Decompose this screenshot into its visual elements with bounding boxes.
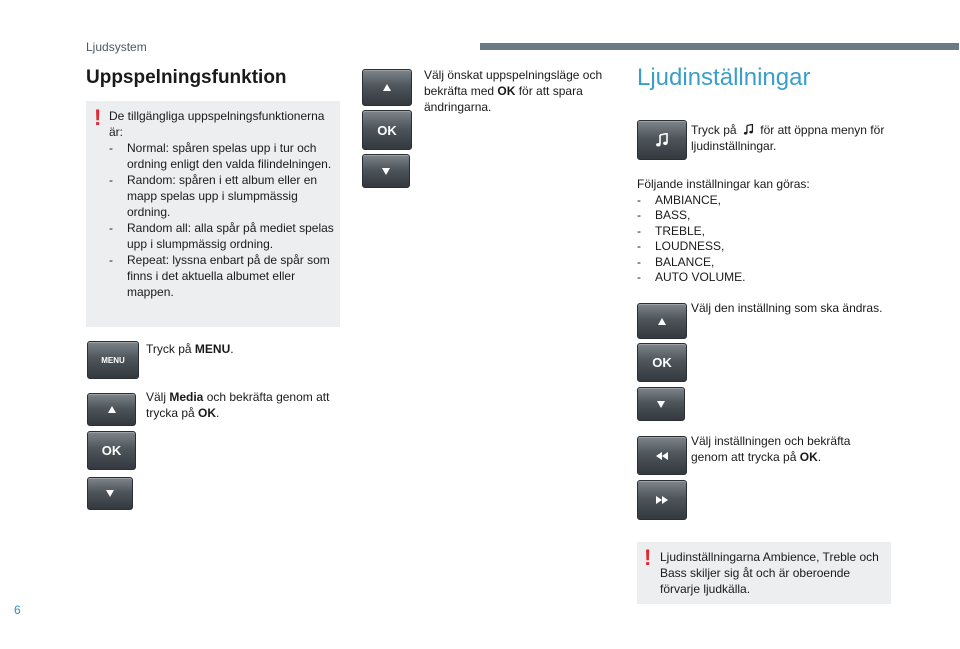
settings-intro: Följande inställningar kan göras: <box>637 177 810 191</box>
rewind-icon <box>656 452 668 460</box>
header-bar <box>480 43 959 50</box>
music-note-icon <box>655 133 669 147</box>
settings-list <box>637 177 891 286</box>
playback-modes-intro: De tillgängliga uppspelningsfunktionerna är: <box>109 109 325 139</box>
list-item: - AMBIANCE, <box>637 192 722 207</box>
down-button[interactable] <box>87 477 133 510</box>
list-item: - Normal: spåren spelas upp i tur och ordning enligt den valda filindelningen. <box>109 141 332 171</box>
ok-button[interactable]: OK <box>637 343 687 382</box>
down-button[interactable] <box>637 387 685 421</box>
page-number: 6 <box>14 603 21 617</box>
triangle-down-icon <box>382 168 390 175</box>
triangle-up-icon <box>658 318 666 325</box>
list-item: - AUTO VOLUME. <box>637 270 746 284</box>
list-item: - BASS, <box>637 208 691 222</box>
list-item: - Random all: alla spår på mediet spelas upp i slumpmässig ordning. <box>109 221 334 251</box>
up-button[interactable] <box>362 69 412 106</box>
audio-settings-title: Ljudinställningar <box>637 64 811 91</box>
menu-button[interactable]: MENU <box>87 341 139 379</box>
triangle-down-icon <box>657 401 665 408</box>
step-press-menu: Tryck på MENU. <box>146 342 234 356</box>
rewind-button[interactable] <box>637 436 687 475</box>
list-item: - BALANCE, <box>637 254 715 269</box>
list-item: - Random: spåren i ett album eller en mapp spelas upp i slumpmässig ordning. <box>109 173 318 219</box>
playback-modes-note <box>86 101 340 327</box>
warning-icon: ! <box>94 105 102 130</box>
step-select-setting: Välj den inställning som ska ändras. <box>691 301 883 315</box>
list-item: - LOUDNESS, <box>637 239 725 253</box>
step-select-playback-mode: Välj önskat uppspelningsläge och bekräfta med OK för att spara ändringarna. <box>424 68 603 114</box>
audio-settings-note-text: Ljudinställningarna Ambience, Treble och Bass skiljer sig åt och är oberoende förvarje ljudkälla. <box>660 550 879 596</box>
music-button[interactable] <box>637 120 687 160</box>
fast-forward-button[interactable] <box>637 480 687 520</box>
up-button[interactable] <box>637 303 687 339</box>
playback-title: Uppspelningsfunktion <box>86 67 287 88</box>
section-label: Ljudsystem <box>86 40 147 54</box>
list-item: - Repeat: lyssna enbart på de spår som finns i det aktuella albumet eller mappen. <box>109 253 330 299</box>
music-note-icon <box>743 124 754 135</box>
ok-button[interactable]: OK <box>362 110 412 150</box>
warning-icon: ! <box>644 545 652 570</box>
audio-settings-note <box>637 542 891 604</box>
step-open-audio-menu: Tryck på för att öppna menyn för ljudinställningar. <box>691 123 885 153</box>
fast-forward-icon <box>656 496 668 504</box>
down-button[interactable] <box>362 154 410 188</box>
ok-button[interactable]: OK <box>87 431 136 470</box>
step-select-media: Välj Media och bekräfta genom att trycka på OK. <box>146 390 330 420</box>
up-button[interactable] <box>87 393 136 426</box>
triangle-up-icon <box>108 406 116 413</box>
playback-modes-text <box>109 108 337 300</box>
triangle-up-icon <box>383 84 391 91</box>
triangle-down-icon <box>106 490 114 497</box>
step-confirm-setting: Välj inställningen och bekräfta genom att trycka på OK. <box>691 434 851 464</box>
list-item: - TREBLE, <box>637 223 706 238</box>
